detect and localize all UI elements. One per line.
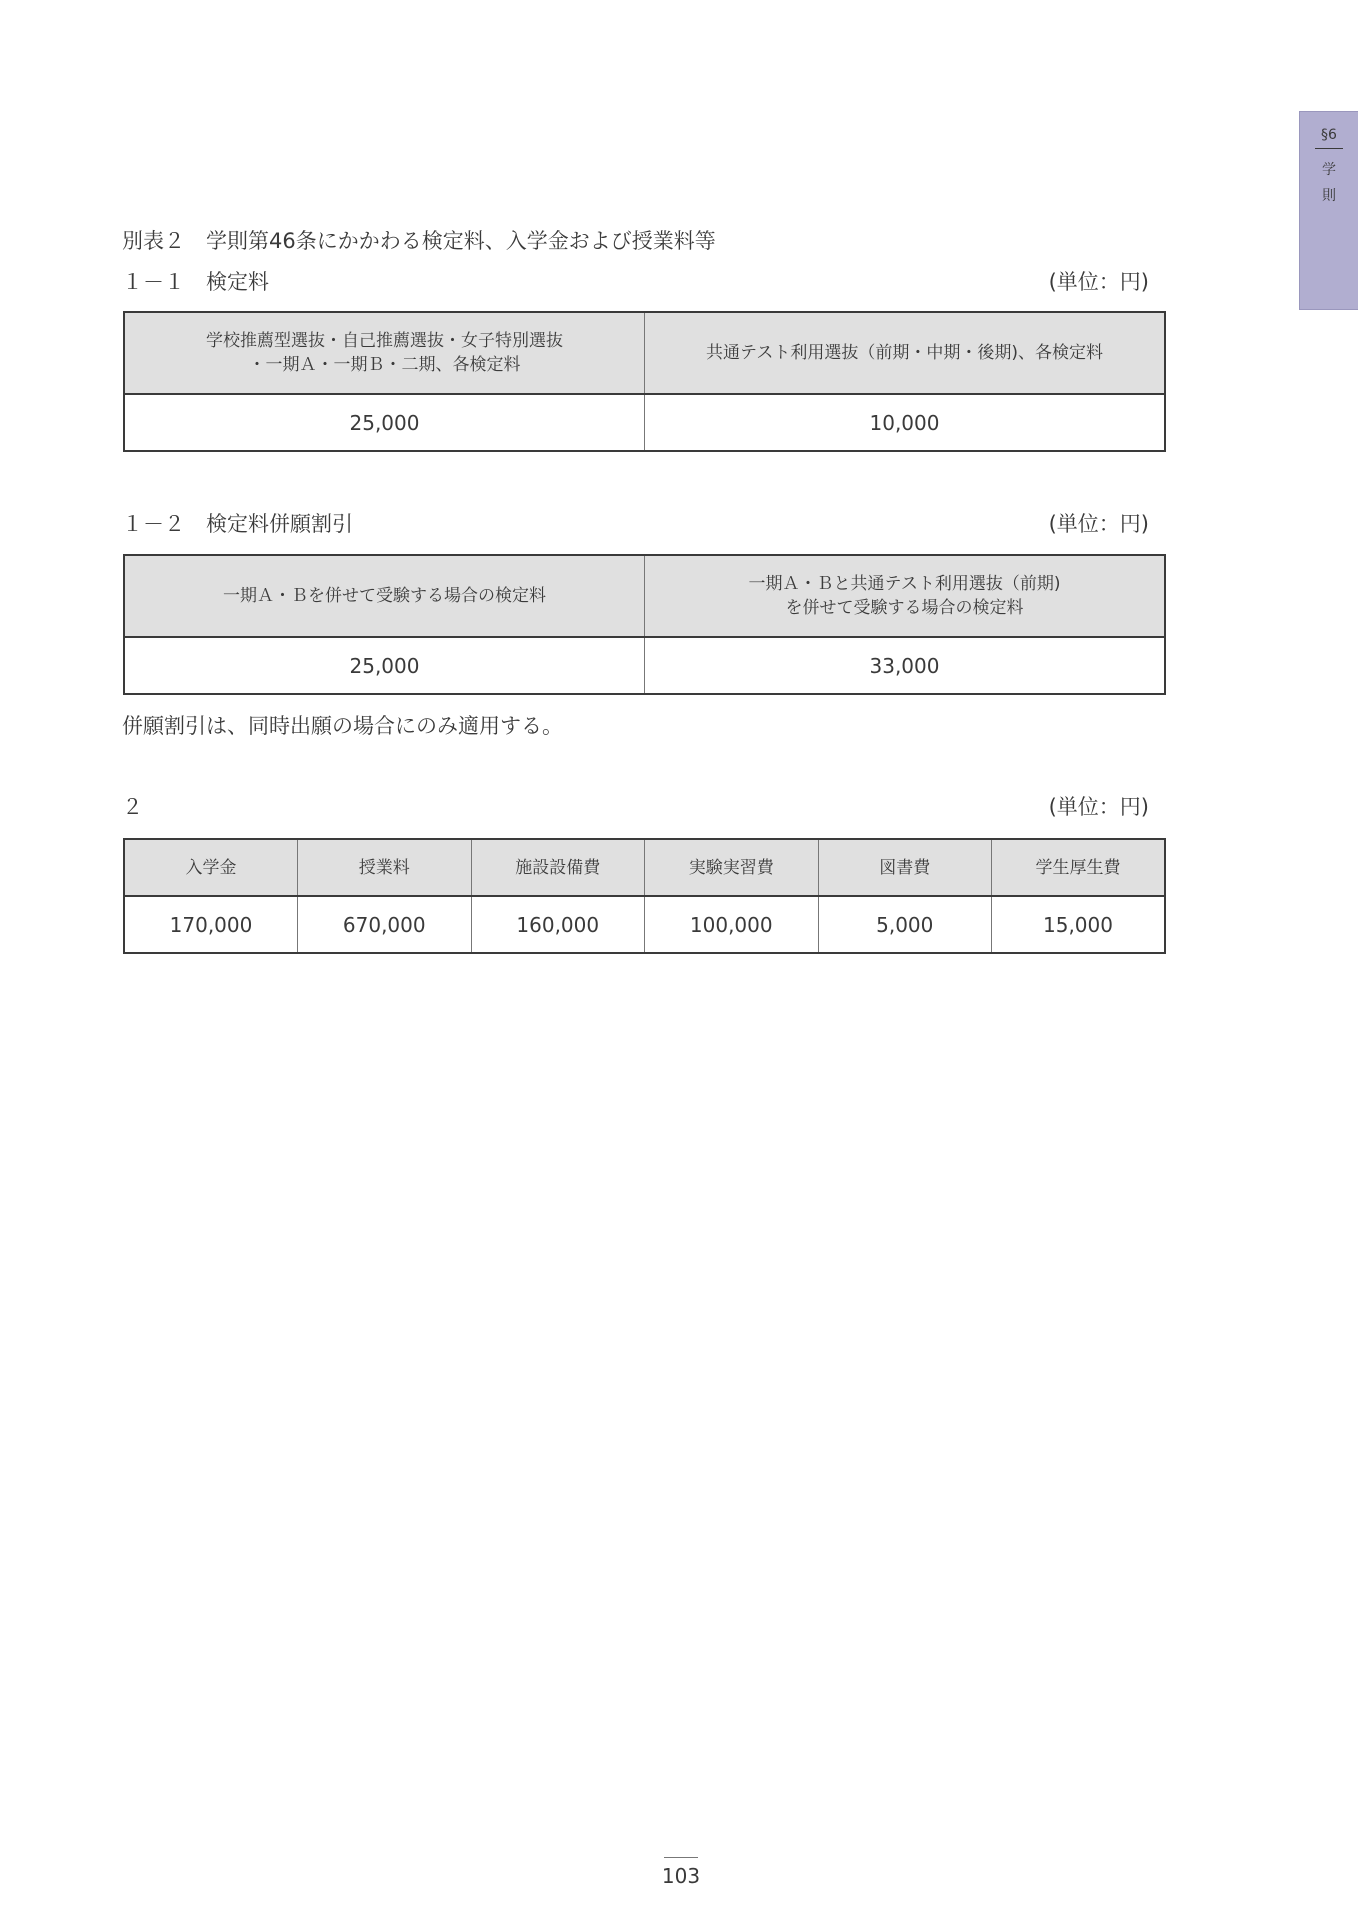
side-tab-char-2: 則 xyxy=(1322,188,1336,204)
value-cell: 25,000 xyxy=(124,394,645,451)
section-number: §6 xyxy=(1321,127,1337,143)
table-header-row xyxy=(124,312,1165,394)
header-cell-common-test-selection xyxy=(645,312,1166,394)
page-number: 103 xyxy=(661,1864,701,1888)
header-cell-admission-fee: 入学金 xyxy=(124,839,298,896)
header-cell-lab-fee: 実験実習費 xyxy=(645,839,819,896)
value-cell: 25,000 xyxy=(124,637,645,694)
header-cell-welfare-fee: 学生厚生費 xyxy=(992,839,1166,896)
value-cell: 160,000 xyxy=(471,896,645,953)
value-cell: 670,000 xyxy=(298,896,472,953)
section-2-heading: ２ xyxy=(122,795,143,819)
value-cell: 33,000 xyxy=(645,637,1166,694)
table-header-row xyxy=(124,839,1165,896)
value-cell: 10,000 xyxy=(645,394,1166,451)
header-line: 一期Ａ・Ｂと共通テスト利用選抜（前期) xyxy=(748,574,1061,594)
header-cell-recommendation-selection xyxy=(124,312,645,394)
table-row xyxy=(124,637,1165,694)
header-cell-tuition: 授業料 xyxy=(298,839,472,896)
header-line: 共通テスト利用選抜（前期・中期・後期)、各検定料 xyxy=(706,343,1103,363)
value-cell: 15,000 xyxy=(992,896,1166,953)
document-title: 別表２ 学則第46条にかかわる検定料、入学金および授業料等 xyxy=(122,229,716,253)
header-cell-library-fee: 図書費 xyxy=(818,839,992,896)
section-2-unit: (単位：円) xyxy=(1048,795,1149,819)
value-cell: 100,000 xyxy=(645,896,819,953)
value-cell: 170,000 xyxy=(124,896,298,953)
section-1-1-unit: (単位：円) xyxy=(1048,270,1149,294)
header-cell-period-a-b xyxy=(124,555,645,637)
header-line: ・一期Ａ・一期Ｂ・二期、各検定料 xyxy=(248,355,521,375)
side-tab-char-1: 学 xyxy=(1322,162,1336,178)
footer-divider xyxy=(664,1857,698,1858)
header-cell-facility-fee: 施設設備費 xyxy=(471,839,645,896)
discount-note: 併願割引は、同時出願の場合にのみ適用する。 xyxy=(122,714,563,738)
section-1-1-heading: １－１ 検定料 xyxy=(122,270,269,294)
header-line: 一期Ａ・Ｂを併せて受験する場合の検定料 xyxy=(223,586,546,606)
tuition-fee-table xyxy=(123,838,1166,954)
side-tab-divider xyxy=(1315,148,1343,149)
table-row xyxy=(124,394,1165,451)
header-line: 学校推薦型選抜・自己推薦選抜・女子特別選抜 xyxy=(206,331,563,351)
section-1-2-unit: (単位：円) xyxy=(1048,512,1149,536)
table-row xyxy=(124,896,1165,953)
header-cell-period-a-b-common-test xyxy=(645,555,1166,637)
combined-discount-table xyxy=(123,554,1166,695)
header-line: を併せて受験する場合の検定料 xyxy=(785,598,1024,618)
section-side-tab xyxy=(1299,111,1358,310)
table-header-row xyxy=(124,555,1165,637)
section-1-2-heading: １－２ 検定料併願割引 xyxy=(122,512,353,536)
value-cell: 5,000 xyxy=(818,896,992,953)
exam-fee-table xyxy=(123,311,1166,452)
